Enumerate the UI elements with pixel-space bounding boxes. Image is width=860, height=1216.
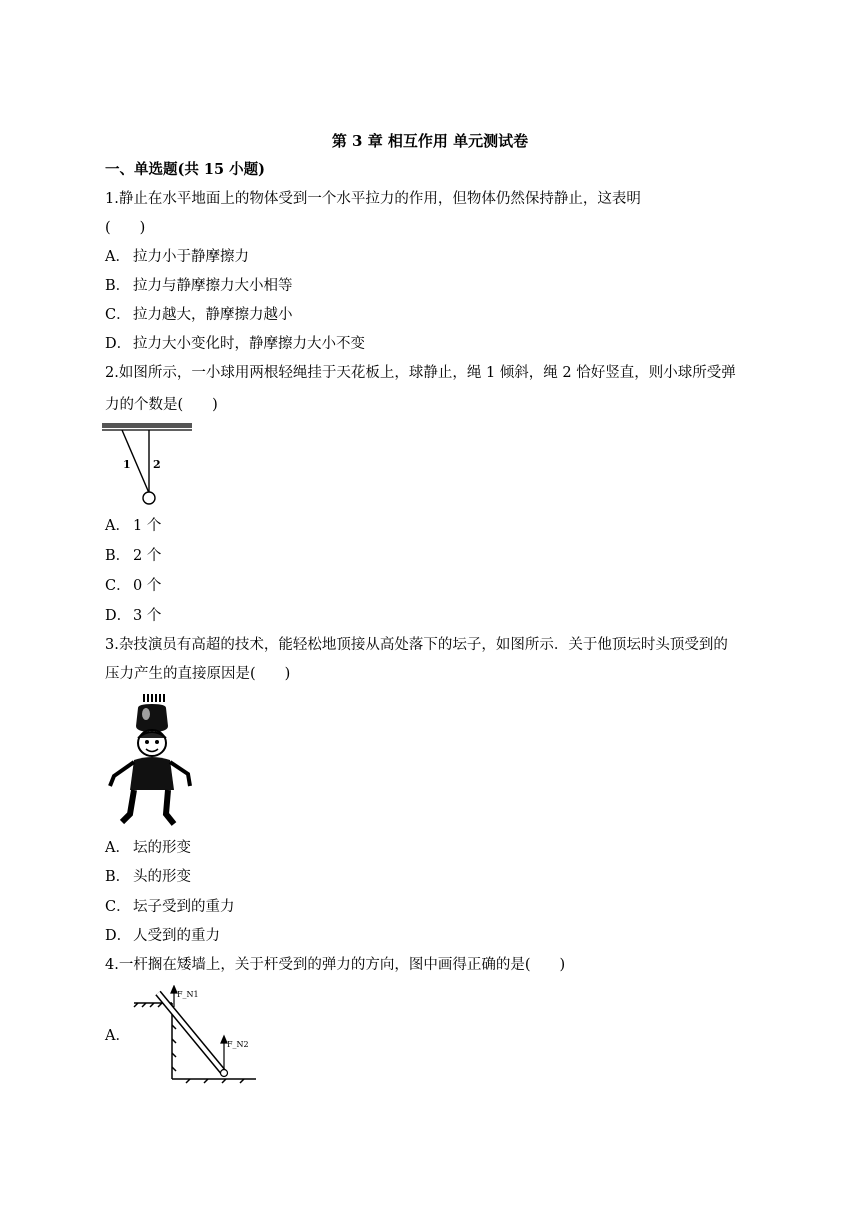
option-letter: A． [105,249,130,265]
q2-option-c [105,576,161,596]
rope-1-label: 1 [123,458,131,471]
q4-stem-line1: 4.一杆搁在矮墙上，关于杆受到的弹力的方向，图中画得正确的是( ) [105,957,566,973]
q2-option-b [105,546,161,566]
option-letter: B． [105,548,131,564]
option-text: 坛子受到的重力 [133,899,235,915]
q2-stem-line1: 2.如图所示，一小球用两根轻绳挂于天花板上，球静止，绳 1 倾斜，绳 2 恰好竖直，则小球所受弹 [105,365,736,381]
right-arm [170,762,190,786]
q1-option-d [105,334,365,354]
q1-stem-line1: 1.静止在水平地面上的物体受到一个水平拉力的作用，但物体仍然保持静止，这表明 [105,191,641,207]
option-text: 0 个 [133,578,162,594]
q1-option-b [105,276,293,296]
jar [136,704,168,732]
body [130,757,174,790]
q3-option-a [105,838,191,858]
motion-lines [144,694,164,702]
q3-stem-line1: 3.杂技演员有高超的技术，能轻松地顶接从高处落下的坛子，如图所示．关于他顶坛时头顶受到的 [105,637,728,653]
section-heading: 一、单选题(共 15 小题) [105,161,265,178]
option-text: 坛的形变 [133,840,191,856]
option-text: 拉力小于静摩擦力 [133,249,249,265]
q1-option-a [105,247,249,267]
option-letter: A． [105,840,130,856]
option-letter: C． [105,578,131,594]
ball [143,492,155,504]
q2-hanging-ball-figure [100,420,200,510]
option-text: 拉力与静摩擦力大小相等 [133,278,293,294]
q3-option-c [105,897,235,917]
fn2-label: F_N2 [227,1040,249,1049]
page-title: 第 3 章 相互作用 单元测试卷 [331,132,529,150]
q4-rod-on-wall-figure [130,985,260,1085]
option-letter: D． [105,608,132,624]
option-text: 拉力越大，静摩擦力越小 [133,307,293,323]
q2-option-d [105,606,161,626]
option-text: 1 个 [133,518,162,534]
option-text: 3 个 [133,608,162,624]
rope-2-label: 2 [153,458,161,471]
option-letter: D． [105,928,132,944]
rod [158,993,228,1077]
q3-juggler-figure [104,690,196,830]
q4-option-a-letter: A． [105,1028,130,1044]
ceiling-hatch [102,423,192,430]
right-leg [166,790,174,824]
q3-option-b [105,867,191,887]
left-leg [122,790,134,822]
q1-stem-line2: ( ) [105,220,146,236]
fn1-label: F_N1 [177,990,199,999]
option-letter: D． [105,336,132,352]
q1-option-c [105,305,293,325]
option-letter: C． [105,307,131,323]
q3-option-d [105,926,220,946]
option-letter: B． [105,278,131,294]
option-text: 头的形变 [133,869,191,885]
option-text: 2 个 [133,548,162,564]
q3-stem-line2: 压力产生的直接原因是( ) [105,666,291,682]
option-text: 人受到的重力 [133,928,220,944]
q2-stem-line2: 力的个数是( ) [105,397,218,413]
option-letter: B． [105,869,131,885]
option-text: 拉力大小变化时，静摩擦力大小不变 [133,336,365,352]
q2-option-a [105,516,161,536]
option-letter: A． [105,518,130,534]
option-letter: C． [105,899,131,915]
left-arm [110,762,134,786]
